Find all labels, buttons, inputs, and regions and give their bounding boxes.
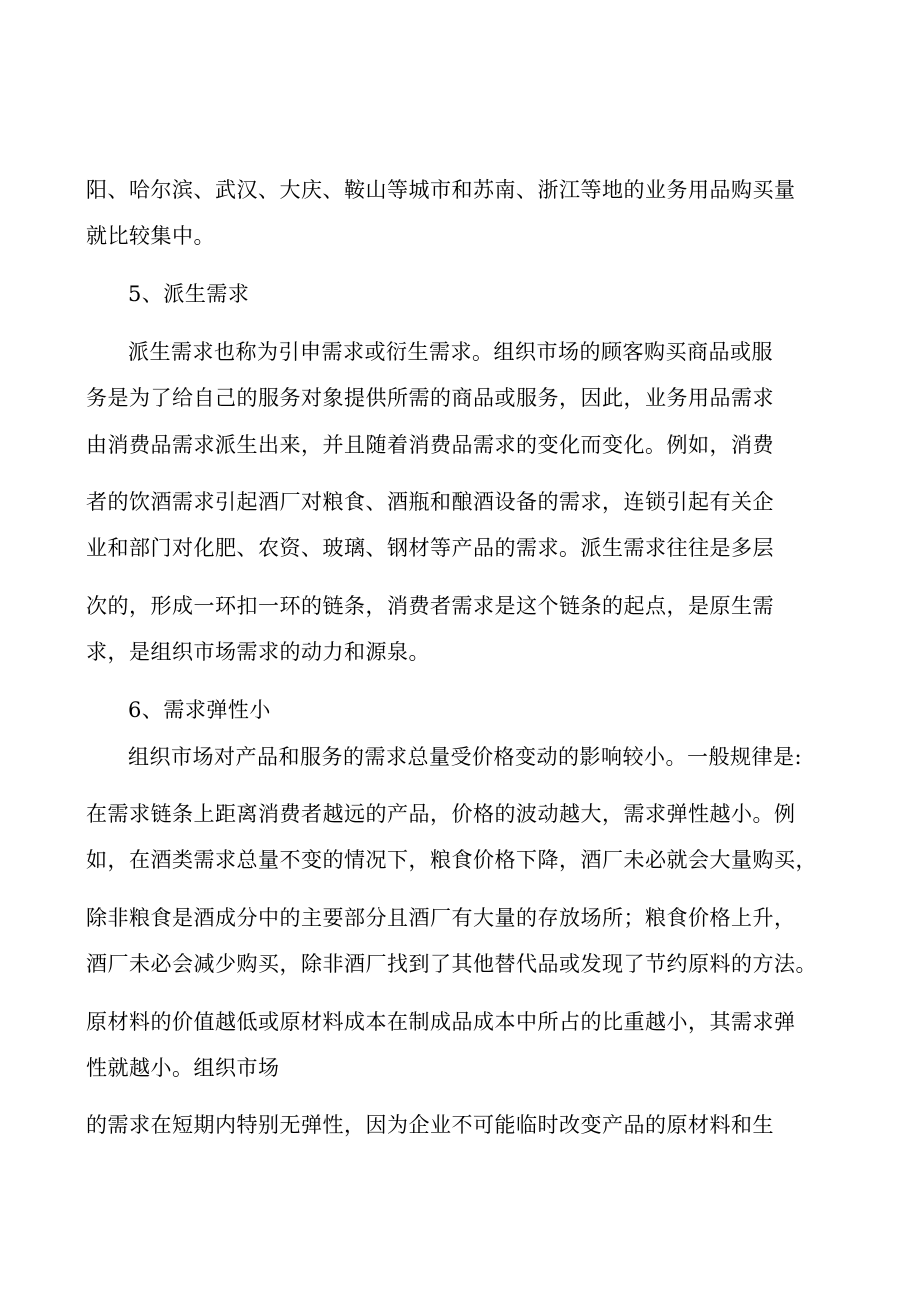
paragraph-line: 如，在酒类需求总量不变的情况下，粮食价格下降，酒厂未必就会大量购买， [86, 848, 817, 872]
paragraph-line: 原材料的价值越低或原材料成本在制成品成本中所占的比重越小，其需求弹 [86, 1010, 796, 1034]
paragraph-line: 派生需求也称为引申需求或衍生需求。组织市场的顾客购买商品或服 [128, 340, 773, 364]
paragraph-line: 务是为了给自己的服务对象提供所需的商品或服务，因此，业务用品需求 [86, 386, 774, 410]
paragraph-line: 就比较集中。 [86, 224, 215, 248]
paragraph-line: 在需求链条上距离消费者越远的产品，价格的波动越大，需求弹性越小。例 [86, 802, 796, 826]
paragraph-line: 业和部门对化肥、农资、玻璃、钢材等产品的需求。派生需求往往是多层 [86, 536, 774, 560]
section-heading: 6、需求弹性小 [128, 698, 271, 722]
paragraph-line: 性就越小。组织市场 [86, 1056, 280, 1080]
paragraph-line: 求，是组织市场需求的动力和源泉。 [86, 640, 430, 664]
paragraph-line: 次的，形成一环扣一环的链条，消费者需求是这个链条的起点，是原生需 [86, 594, 774, 618]
paragraph-line: 酒厂未必会减少购买，除非酒厂找到了其他替代品或发现了节约原料的方法。 [86, 952, 817, 976]
paragraph-line: 由消费品需求派生出来，并且随着消费品需求的变化而变化。例如，消费 [86, 433, 774, 457]
paragraph-line: 者的饮酒需求引起酒厂对粮食、酒瓶和酿酒设备的需求，连锁引起有关企 [86, 490, 774, 514]
paragraph-line: 除非粮食是酒成分中的主要部分且酒厂有大量的存放场所；粮食价格上升， [86, 906, 796, 930]
section-heading: 5、派生需求 [128, 282, 250, 306]
paragraph-line: 组织市场对产品和服务的需求总量受价格变动的影响较小。一般规律是: [128, 745, 803, 769]
paragraph-line: 的需求在短期内特别无弹性，因为企业不可能临时改变产品的原材料和生 [86, 1113, 774, 1137]
paragraph-line: 阳、哈尔滨、武汉、大庆、鞍山等城市和苏南、浙江等地的业务用品购买量 [86, 178, 796, 202]
